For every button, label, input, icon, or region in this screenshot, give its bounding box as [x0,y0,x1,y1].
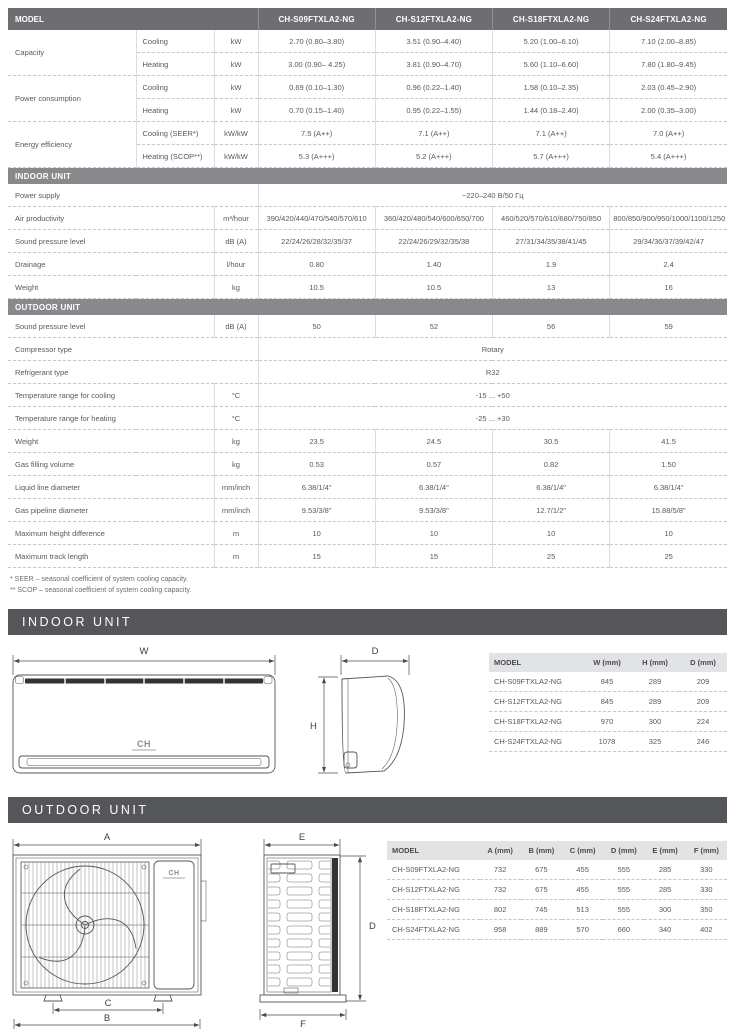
spec-value: 10 [375,522,492,545]
spec-value-span: -25 ... +30 [258,407,727,430]
spec-value: 41.5 [610,430,727,453]
footnote-scop: ** SCOP – seasonal coefficient of system cooling capacity. [10,586,192,594]
dims-value: 340 [644,920,685,940]
spec-value: 6.38/1/4" [375,476,492,499]
ch-logo: CH [137,739,151,749]
outdoor-unit-section-banner: OUTDOOR UNIT [8,797,727,823]
dims-value: 289 [631,692,679,712]
dims-model: CH-S09FTXLA2-NG [387,860,480,880]
row-label: Temperature range for cooling [8,384,214,407]
dims-value: 330 [686,880,727,900]
row-unit: m [214,522,258,545]
dims-value: 675 [521,880,562,900]
spec-value: 15.88/5/8" [610,499,727,522]
spec-value: 1.50 [610,453,727,476]
spec-value: 1.44 (0.18–2.40) [492,99,609,122]
spec-value-span: Rotary [258,338,727,361]
row-sub-label: Cooling [136,30,214,53]
dims-value: 1078 [583,732,631,752]
footnotes [10,575,727,596]
spec-value: 7.5 (A++) [258,122,375,145]
row-label: Gas filling volume [8,453,214,476]
dims-value: 802 [480,900,521,920]
spec-row [8,361,727,384]
outdoor-unit-side-drawing [260,855,346,1002]
dims-value: 660 [603,920,644,940]
table-section-banner: OUTDOOR UNIT [8,299,727,316]
dims-value: 350 [686,900,727,920]
row-unit: kg [214,430,258,453]
dims-model: CH-S18FTXLA2-NG [387,900,480,920]
dim-label-b: B [103,1013,111,1024]
dims-value: 330 [686,860,727,880]
model-column-header: CH-S12FTXLA2-NG [375,8,492,30]
dims-value: 455 [562,880,603,900]
dims-model: CH-S12FTXLA2-NG [387,880,480,900]
footnote-seer: * SEER – seasonal coefficient of system cooling capacity. [10,576,188,583]
spec-row [8,545,727,568]
row-label: Maximum height difference [8,522,214,545]
dims-header: MODEL [387,841,480,860]
spec-value: 10 [610,522,727,545]
spec-value: 7.0 (A++) [610,122,727,145]
spec-row [8,315,727,338]
spec-value: 7.1 (A++) [492,122,609,145]
spec-value: 27/31/34/35/38/41/45 [492,230,609,253]
indoor-unit-section-banner: INDOOR UNIT [8,609,727,635]
spec-row [8,499,727,522]
spec-value: 2.00 (0.35–3.00) [610,99,727,122]
spec-value: 15 [258,545,375,568]
row-label: Maximum track length [8,545,214,568]
row-unit: l/hour [214,253,258,276]
dims-value: 224 [679,712,727,732]
dims-value: 455 [562,860,603,880]
spec-value: 9.53/3/8" [375,499,492,522]
dim-label-d: D [369,921,376,932]
dim-label-h: H [310,721,317,732]
spec-value: 5.3 (A+++) [258,145,375,168]
table-section-banner: INDOOR UNIT [8,168,727,185]
row-unit: kW [214,76,258,99]
outdoor-dims-header-row [387,841,727,860]
dims-value: 889 [521,920,562,940]
dim-label-c: C [104,998,112,1009]
ch-logo: CH [168,870,180,877]
model-header-cell: MODEL [8,8,258,30]
row-label: Gas pipeline diameter [8,499,214,522]
spec-value-span: ~220–240 В/50 Гц [258,184,727,207]
row-unit: m [214,545,258,568]
dims-value: 209 [679,692,727,712]
dims-header: MODEL [489,653,583,672]
dims-value: 513 [562,900,603,920]
outdoor-dimensions-table [387,841,727,940]
spec-value: 1.40 [375,253,492,276]
dims-header: B (mm) [521,841,562,860]
spec-row [8,207,727,230]
dims-value: 555 [603,860,644,880]
dim-label-a: A [103,833,111,843]
indoor-front-diagram [8,645,280,785]
spec-value: 10.5 [375,276,492,299]
dims-value: 845 [583,672,631,692]
spec-value: 5.20 (1.00–6.10) [492,30,609,53]
dims-value: 325 [631,732,679,752]
row-label: Compressor type [8,338,258,361]
row-label: Sound pressure level [8,315,214,338]
dims-value: 289 [631,672,679,692]
spec-value: 6.38/1/4" [610,476,727,499]
spec-value: 0.96 (0.22–1.40) [375,76,492,99]
dims-header: C (mm) [562,841,603,860]
spec-row [8,476,727,499]
spec-value: 1.9 [492,253,609,276]
dims-value: 300 [631,712,679,732]
dims-row [489,732,727,752]
dims-header: E (mm) [644,841,685,860]
spec-row [8,230,727,253]
spec-value: 52 [375,315,492,338]
dims-row [387,880,727,900]
row-unit: kW/kW [214,122,258,145]
dims-header: D (mm) [679,653,727,672]
spec-value: 1.58 (0.10–2.35) [492,76,609,99]
spec-value: 800/850/900/950/1000/1100/1250 [610,207,727,230]
spec-value: 10 [258,522,375,545]
row-unit: kg [214,276,258,299]
row-unit: kW [214,99,258,122]
indoor-unit-front-drawing [13,675,275,773]
outdoor-front-diagram [8,833,210,1029]
spec-row [8,122,727,145]
spec-row [8,253,727,276]
dims-value: 555 [603,900,644,920]
spec-value: 2.4 [610,253,727,276]
row-unit: °C [214,384,258,407]
dims-value: 970 [583,712,631,732]
indoor-dims-header-row [489,653,727,672]
dims-model: CH-S09FTXLA2-NG [489,672,583,692]
model-column-header: CH-S18FTXLA2-NG [492,8,609,30]
row-sub-label: Cooling [136,76,214,99]
row-sub-label: Cooling (SEER*) [136,122,214,145]
spec-row [8,30,727,53]
spec-value: 16 [610,276,727,299]
spec-value: 0.80 [258,253,375,276]
row-label: Air productivity [8,207,214,230]
model-column-header: CH-S24FTXLA2-NG [610,8,727,30]
dims-value: 209 [679,672,727,692]
spec-value: 10 [492,522,609,545]
model-header-row [8,8,727,30]
specification-table [8,8,727,568]
dims-value: 246 [679,732,727,752]
row-label: Refrigerant type [8,361,258,384]
indoor-dimensions-table [489,653,727,752]
dims-value: 675 [521,860,562,880]
indoor-diagram-row [8,645,727,785]
row-label: Weight [8,276,214,299]
dims-model: CH-S24FTXLA2-NG [387,920,480,940]
dims-value: 732 [480,880,521,900]
row-group-label: Power consumption [8,76,136,122]
dims-value: 285 [644,860,685,880]
dims-value: 402 [686,920,727,940]
row-label: Weight [8,430,214,453]
outdoor-side-diagram [254,833,380,1029]
dims-value: 845 [583,692,631,712]
dims-header: D (mm) [603,841,644,860]
spec-value: 9.53/3/8" [258,499,375,522]
spec-value: 7.1 (A++) [375,122,492,145]
row-unit: °C [214,407,258,430]
dims-value: 732 [480,860,521,880]
spec-value: 29/34/36/37/39/42/47 [610,230,727,253]
spec-row [8,184,727,207]
dim-label-d: D [371,646,379,657]
spec-row [8,384,727,407]
spec-value: 25 [610,545,727,568]
spec-value: 59 [610,315,727,338]
table-section-banner-row [8,168,727,185]
row-unit: dB (A) [214,230,258,253]
row-unit: kW [214,30,258,53]
row-label: Power supply [8,184,258,207]
dims-value: 958 [480,920,521,940]
row-group-label: Energy efficiency [8,122,136,168]
dims-header: F (mm) [686,841,727,860]
spec-value: 3.81 (0.90–4.70) [375,53,492,76]
spec-value: 25 [492,545,609,568]
spec-row [8,276,727,299]
dims-row [489,692,727,712]
row-unit: kW [214,53,258,76]
dims-header: A (mm) [480,841,521,860]
row-unit: kg [214,453,258,476]
spec-value: 23.5 [258,430,375,453]
spec-value: 0.95 (0.22–1.55) [375,99,492,122]
spec-row [8,453,727,476]
spec-value: 7.10 (2.00–8.85) [610,30,727,53]
row-group-label: Capacity [8,30,136,76]
dim-label-f: F [300,1019,306,1029]
spec-value: 5.7 (A+++) [492,145,609,168]
dims-value: 570 [562,920,603,940]
spec-value: 6.38/1/4" [492,476,609,499]
spec-value: 15 [375,545,492,568]
spec-value: 2.03 (0.45–2.90) [610,76,727,99]
row-unit: mm/inch [214,499,258,522]
spec-value: 5.2 (A+++) [375,145,492,168]
dims-header: H (mm) [631,653,679,672]
spec-value: 0.70 (0.15–1.40) [258,99,375,122]
spec-value: 0.69 (0.10–1.30) [258,76,375,99]
outdoor-diagram-row [8,833,727,1029]
spec-value: 3.51 (0.90–4.40) [375,30,492,53]
dims-row [387,920,727,940]
row-label: Sound pressure level [8,230,214,253]
spec-value: 360/420/480/540/600/650/700 [375,207,492,230]
spec-value: 12.7/1/2" [492,499,609,522]
dims-model: CH-S18FTXLA2-NG [489,712,583,732]
spec-value: 0.82 [492,453,609,476]
row-label: Drainage [8,253,214,276]
spec-row [8,522,727,545]
dims-row [489,672,727,692]
spec-value: 0.53 [258,453,375,476]
row-sub-label: Heating [136,53,214,76]
dims-row [387,860,727,880]
spec-row [8,407,727,430]
table-section-banner-row [8,299,727,316]
spec-value: 6.38/1/4" [258,476,375,499]
dims-model: CH-S24FTXLA2-NG [489,732,583,752]
dims-row [387,900,727,920]
spec-value: 50 [258,315,375,338]
dims-row [489,712,727,732]
row-sub-label: Heating [136,99,214,122]
row-sub-label: Heating (SCOP**) [136,145,214,168]
spec-value: 7.80 (1.80–9.45) [610,53,727,76]
spec-row [8,338,727,361]
spec-value-span: -15 ... +50 [258,384,727,407]
dims-model: CH-S12FTXLA2-NG [489,692,583,712]
row-unit: kW/kW [214,145,258,168]
indoor-side-diagram [304,645,422,785]
dim-label-w: W [139,646,149,657]
outdoor-unit-front-drawing [13,855,206,1001]
row-label: Liquid line diameter [8,476,214,499]
row-unit: m³/hour [214,207,258,230]
indoor-unit-side-drawing [342,676,404,773]
row-label: Temperature range for heating [8,407,214,430]
spec-value: 30.5 [492,430,609,453]
spec-value: 24.5 [375,430,492,453]
spec-value: 460/520/570/610/680/750/850 [492,207,609,230]
row-unit: mm/inch [214,476,258,499]
spec-value: 2.70 (0.80–3.80) [258,30,375,53]
spec-value: 22/24/26/28/32/35/37 [258,230,375,253]
spec-value: 0.57 [375,453,492,476]
spec-value: 390/420/440/470/540/570/610 [258,207,375,230]
spec-value: 13 [492,276,609,299]
row-unit: dB (A) [214,315,258,338]
spec-value: 56 [492,315,609,338]
dim-label-e: E [298,833,306,843]
spec-value-span: R32 [258,361,727,384]
spec-row [8,76,727,99]
dims-value: 300 [644,900,685,920]
spec-row [8,430,727,453]
spec-value: 5.60 (1.10–6.60) [492,53,609,76]
spec-value: 5.4 (A+++) [610,145,727,168]
spec-value: 10.5 [258,276,375,299]
dims-value: 745 [521,900,562,920]
model-column-header: CH-S09FTXLA2-NG [258,8,375,30]
dims-value: 555 [603,880,644,900]
dims-header: W (mm) [583,653,631,672]
spec-value: 3.00 (0.90– 4.25) [258,53,375,76]
spec-value: 22/24/26/29/32/35/38 [375,230,492,253]
dims-value: 285 [644,880,685,900]
